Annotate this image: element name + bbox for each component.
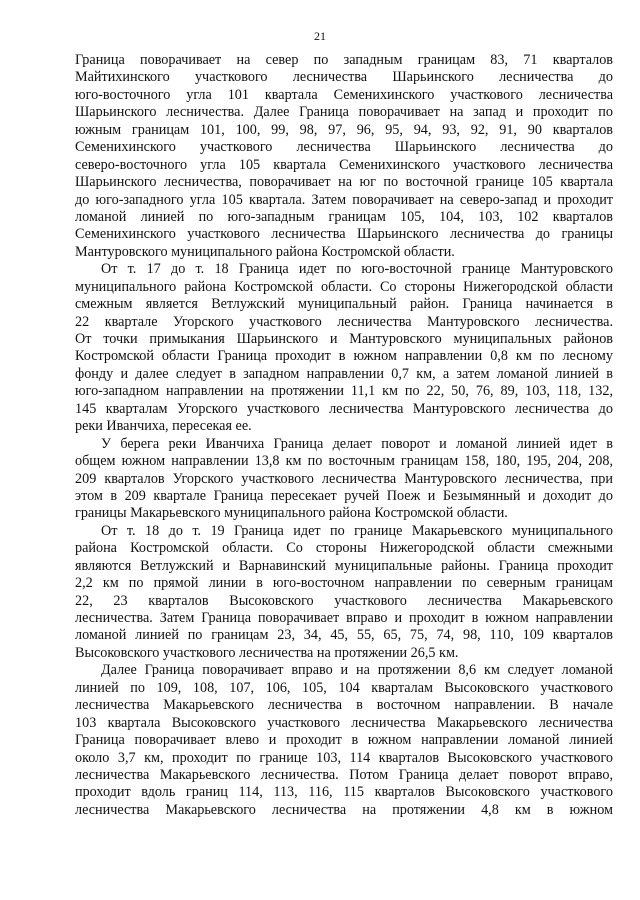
text-line: границы Макарьевского муниципального района Костромской области. <box>75 505 508 522</box>
text-line: лесничества Макарьевского лесничества на протяжении 4,8 км в южном <box>75 801 613 818</box>
document-body <box>75 52 613 819</box>
text-line: ломаной линией по границам 23, 34, 45, 55, 65, 75, 74, 98, 110, 109 кварталов <box>75 627 613 644</box>
text-line: южным границам 101, 100, 99, 98, 97, 96, 95, 94, 93, 92, 91, 90 кварталов <box>75 121 613 138</box>
text-line: смежным является Ветлужский муниципальный район. Граница начинается в <box>75 296 613 313</box>
text-line: Костромской области Граница проходит в южном направлении 0,8 км по лесному <box>75 348 613 365</box>
text-line: Мантуровского муниципального района Костромской области. <box>75 243 455 260</box>
text-line: района Костромской области. Со стороны Нижегородской области смежными <box>75 540 613 557</box>
text-line: являются Ветлужский и Варнавинский муниципальные районы. Граница проходит <box>75 557 613 574</box>
text-line: 209 кварталов Угорского участкового лесничества Мантуровского лесничества, при <box>75 470 613 487</box>
paragraph <box>75 523 613 663</box>
text-line: лесничества Макарьевского лесничества. Потом Граница делает поворот вправо, <box>75 766 613 783</box>
text-line: около 3,7 км, проходит по границе 103, 114 кварталов Высоковского участкового <box>75 749 613 766</box>
text-line: Граница поворачивает на север по западным границам 83, 71 кварталов <box>75 52 613 68</box>
text-line: ломаной линией по юго-западным границам 105, 104, 103, 102 кварталов <box>75 208 613 225</box>
paragraph <box>75 436 613 523</box>
text-line: реки Иванчиха, пересекая ее. <box>75 418 252 435</box>
paragraph <box>75 662 613 819</box>
text-line: 145 кварталам Угорского участкового лесничества Мантуровского лесничества до <box>75 400 613 417</box>
text-line: до юго-западного угла 105 квартала. Затем поворачивает на северо-запад и проходит <box>75 191 613 208</box>
text-line: фонду и далее следует в западном направлении 0,7 км, а затем ломаной линией в <box>75 365 613 382</box>
text-line: 2,2 км по прямой линии в юго-восточном направлении по северным границам <box>75 575 613 592</box>
page-number: 21 <box>314 29 326 43</box>
text-line: Семенихинского участкового лесничества Шарьинского лесничества до <box>75 139 613 156</box>
text-line: Высоковского участкового лесничества на протяжении 26,5 км. <box>75 644 459 661</box>
text-line: Шарьинского лесничества, поворачивает на юг по восточной границе 105 квартала <box>75 174 613 191</box>
text-line: 103 квартала Высоковского участкового лесничества Макарьевского лесничества <box>75 714 613 731</box>
text-line: 22, 23 кварталов Высоковского участкового лесничества Макарьевского <box>75 592 613 609</box>
text-line: Майтихинского участкового лесничества Шарьинского лесничества до <box>75 69 613 86</box>
text-line: От т. 17 до т. 18 Граница идет по юго-восточной границе Мантуровского <box>101 261 613 278</box>
text-line: проходит вдоль границ 114, 113, 116, 115 кварталов Высоковского участкового <box>75 784 613 801</box>
text-line: Шарьинского лесничества. Далее Граница поворачивает на запад и проходит по <box>75 104 613 121</box>
paragraph <box>75 261 613 435</box>
text-line: этом в 209 квартале Граница пересекает ручей Поеж и Безымянный и доходит до <box>75 487 613 504</box>
text-line: Далее Граница поворачивает вправо и на протяжении 8,6 км следует ломаной <box>101 662 613 679</box>
paragraph <box>75 52 613 261</box>
text-line: общем южном направлении 13,8 км по восточным границам 158, 180, 195, 204, 208, <box>75 453 613 470</box>
text-line: муниципального района Костромской области. Со стороны Нижегородской области <box>75 278 613 295</box>
text-line: лесничества. Затем Граница поворачивает вправо и проходит в южном направлении <box>75 610 613 626</box>
text-line: юго-восточного угла 101 квартала Семенихинского участкового лесничества <box>75 86 613 103</box>
text-line: лесничества Макарьевского лесничества в восточном направлении. В начале <box>75 697 613 714</box>
text-line: У берега реки Иванчиха Граница делает поворот и ломаной линией идет в <box>101 435 613 452</box>
text-line: юго-западном направлении на протяжении 11,1 км по 22, 50, 76, 89, 103, 118, 132, <box>75 383 613 400</box>
text-line: линией по 109, 108, 107, 106, 105, 104 кварталам Высоковского участкового <box>75 679 613 696</box>
text-line: Семенихинского участкового лесничества Шарьинского лесничества до границы <box>75 226 613 243</box>
text-line: 22 квартале Угорского участкового лесничества Мантуровского лесничества. <box>75 313 613 330</box>
text-line: Граница поворачивает влево и проходит в южном направлении ломаной линией <box>75 732 613 749</box>
text-line: От т. 18 до т. 19 Граница идет по границе Макарьевского муниципального <box>101 522 613 539</box>
text-line: От точки примыкания Шарьинского и Мантуровского муниципальных районов <box>75 331 613 347</box>
text-line: северо-восточного угла 105 квартала Семенихинского участкового лесничества <box>75 156 613 173</box>
